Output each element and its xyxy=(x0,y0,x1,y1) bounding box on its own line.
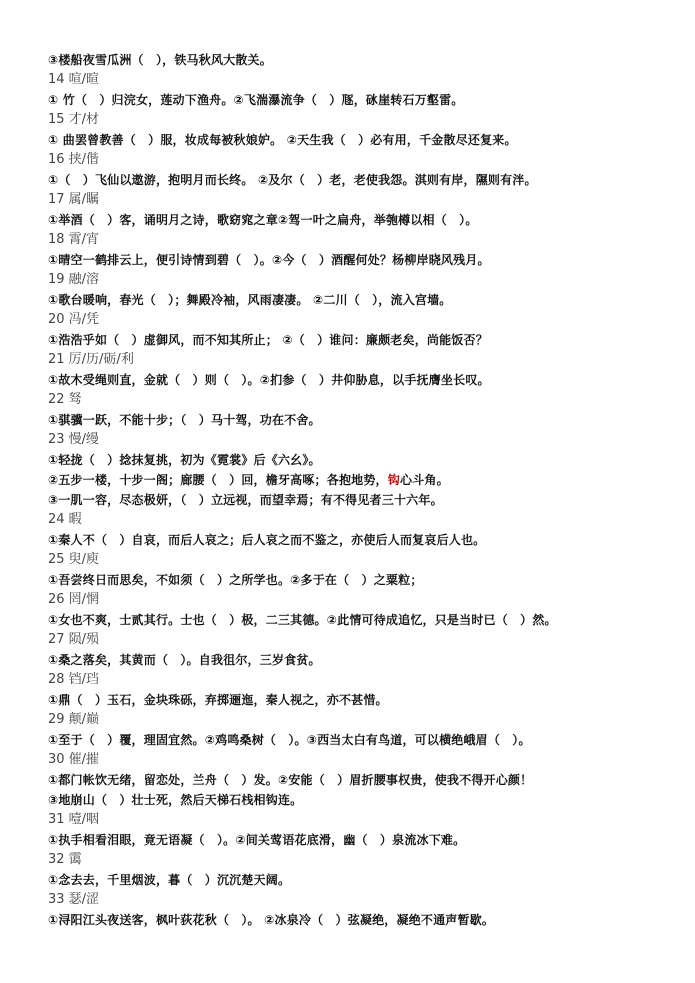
item-heading: 22 驽 xyxy=(48,392,82,407)
item-heading: 32 霭 xyxy=(48,852,82,867)
exercise-line: ①都门帐饮无绪，留恋处，兰舟（ ）发。②安能（ ）眉折腰事权贵，使我不得开心颜！ xyxy=(48,773,533,787)
exercise-line: ① 曲罢曾教善（ ）服，妆成每被秋娘妒。 ②天生我（ ）必有用，千金散尽还复来。 xyxy=(48,133,517,147)
exercise-line: ① 竹（ ）归浣女，莲动下渔舟。②飞湍瀑流争（ ）豗，砯崖转石万壑雷。 xyxy=(48,93,464,107)
item-heading: 16 挟/偕 xyxy=(48,152,100,167)
item-heading: 20 冯/凭 xyxy=(48,312,100,327)
item-heading: 14 喧/暄 xyxy=(48,72,100,87)
exercise-line: ①浩浩乎如（ ）虚御风，而不知其所止； ②（ ）谁问：廉颇老矣，尚能饭否？ xyxy=(48,333,488,347)
exercise-line: ①吾尝终日而思矣，不如须（ ）之所学也。②多于在（ ）之粟粒； xyxy=(48,573,423,587)
item-heading: 15 才/材 xyxy=(48,112,100,127)
item-heading: 30 催/摧 xyxy=(48,752,100,767)
exercise-line: ①故木受绳则直，金就（ ）则（ ）。②扪参（ ）井仰胁息，以手抚膺坐长叹。 xyxy=(48,373,490,387)
item-heading: 17 属/瞩 xyxy=(48,192,100,207)
exercise-line: ①至于（ ）覆，理固宜然。②鸡鸣桑树（ ）。③西当太白有鸟道，可以横绝峨眉（ ）。 xyxy=(48,733,531,747)
text-segment: ②五步一楼，十步一阁；廊腰（ ）回，檐牙高啄；各抱地势， xyxy=(48,473,388,487)
exercise-list xyxy=(48,50,688,930)
exercise-line: ①女也不爽，士贰其行。士也（ ）极，二三其德。②此情可待成追忆，只是当时已（ ）然。 xyxy=(48,613,557,627)
exercise-line: ①骐骥一跃，不能十步；（ ）马十驾，功在不舍。 xyxy=(48,413,321,427)
item-heading: 25 臾/庾 xyxy=(48,552,100,567)
item-heading: 19 融/溶 xyxy=(48,272,100,287)
item-heading: 27 陨/殒 xyxy=(48,632,100,647)
item-heading: 29 颠/巅 xyxy=(48,712,100,727)
exercise-line: ①（ ）飞仙以遨游，抱明月而长终。 ②及尔（ ）老，老使我怨。淇则有岸，隰则有泮。 xyxy=(48,173,537,187)
exercise-line xyxy=(48,470,688,490)
item-heading: 21 厉/历/砺/利 xyxy=(48,352,134,367)
exercise-line: ①鼎（ ）玉石，金块珠砾，弃掷逦迤，秦人视之，亦不甚惜。 xyxy=(48,693,388,707)
exercise-line: ①歌台暖响，春光（ ）；舞殿冷袖，风雨凄凄。 ②二川（ ），流入宫墙。 xyxy=(48,293,452,307)
item-heading: 28 铛/珰 xyxy=(48,672,100,687)
item-heading: 33 瑟/涩 xyxy=(48,892,100,907)
text-segment: 心斗角。 xyxy=(399,473,449,487)
exercise-line: ①轻拢（ ）捻抹复挑，初为《霓裳》后《六幺》。 xyxy=(48,453,321,467)
item-heading: 26 罔/惘 xyxy=(48,592,100,607)
exercise-line: ①桑之落矣，其黄而（ ）。自我徂尔，三岁食贫。 xyxy=(48,653,321,667)
exercise-line: ①执手相看泪眼，竟无语凝（ ）。②间关莺语花底滑，幽（ ）泉流冰下难。 xyxy=(48,833,466,847)
exercise-line: ①晴空一鹤排云上，便引诗情到碧（ ）。②今（ ）酒醒何处？杨柳岸晓风残月。 xyxy=(48,253,490,267)
exercise-line: ①秦人不（ ）自哀，而后人哀之；后人哀之而不鉴之，亦使后人而复哀后人也。 xyxy=(48,533,486,547)
exercise-line: ③楼船夜雪瓜洲（ ），铁马秋风大散关。 xyxy=(48,53,272,67)
item-heading: 18 霄/宵 xyxy=(48,232,100,247)
exercise-line: ①浔阳江头夜送客，枫叶荻花秋（ ）。 ②冰泉冷（ ）弦凝绝，凝绝不通声暂歇。 xyxy=(48,913,495,927)
exercise-line: ③一肌一容，尽态极妍，（ ）立远视，而望幸焉；有不得见者三十六年。 xyxy=(48,493,443,507)
item-heading: 31 噎/咽 xyxy=(48,812,100,827)
item-heading: 24 暇 xyxy=(48,512,82,527)
highlighted-char: 钩 xyxy=(387,473,400,487)
exercise-line: ①念去去，千里烟波，暮（ ）沉沉楚天阔。 xyxy=(48,873,291,887)
exercise-line: ①举酒（ ）客，诵明月之诗，歌窈窕之章②驾一叶之扁舟，举匏樽以相（ ）。 xyxy=(48,213,478,227)
item-heading: 23 慢/缦 xyxy=(48,432,100,447)
exercise-line: ③地崩山（ ）壮士死，然后天梯石栈相钩连。 xyxy=(48,793,303,807)
